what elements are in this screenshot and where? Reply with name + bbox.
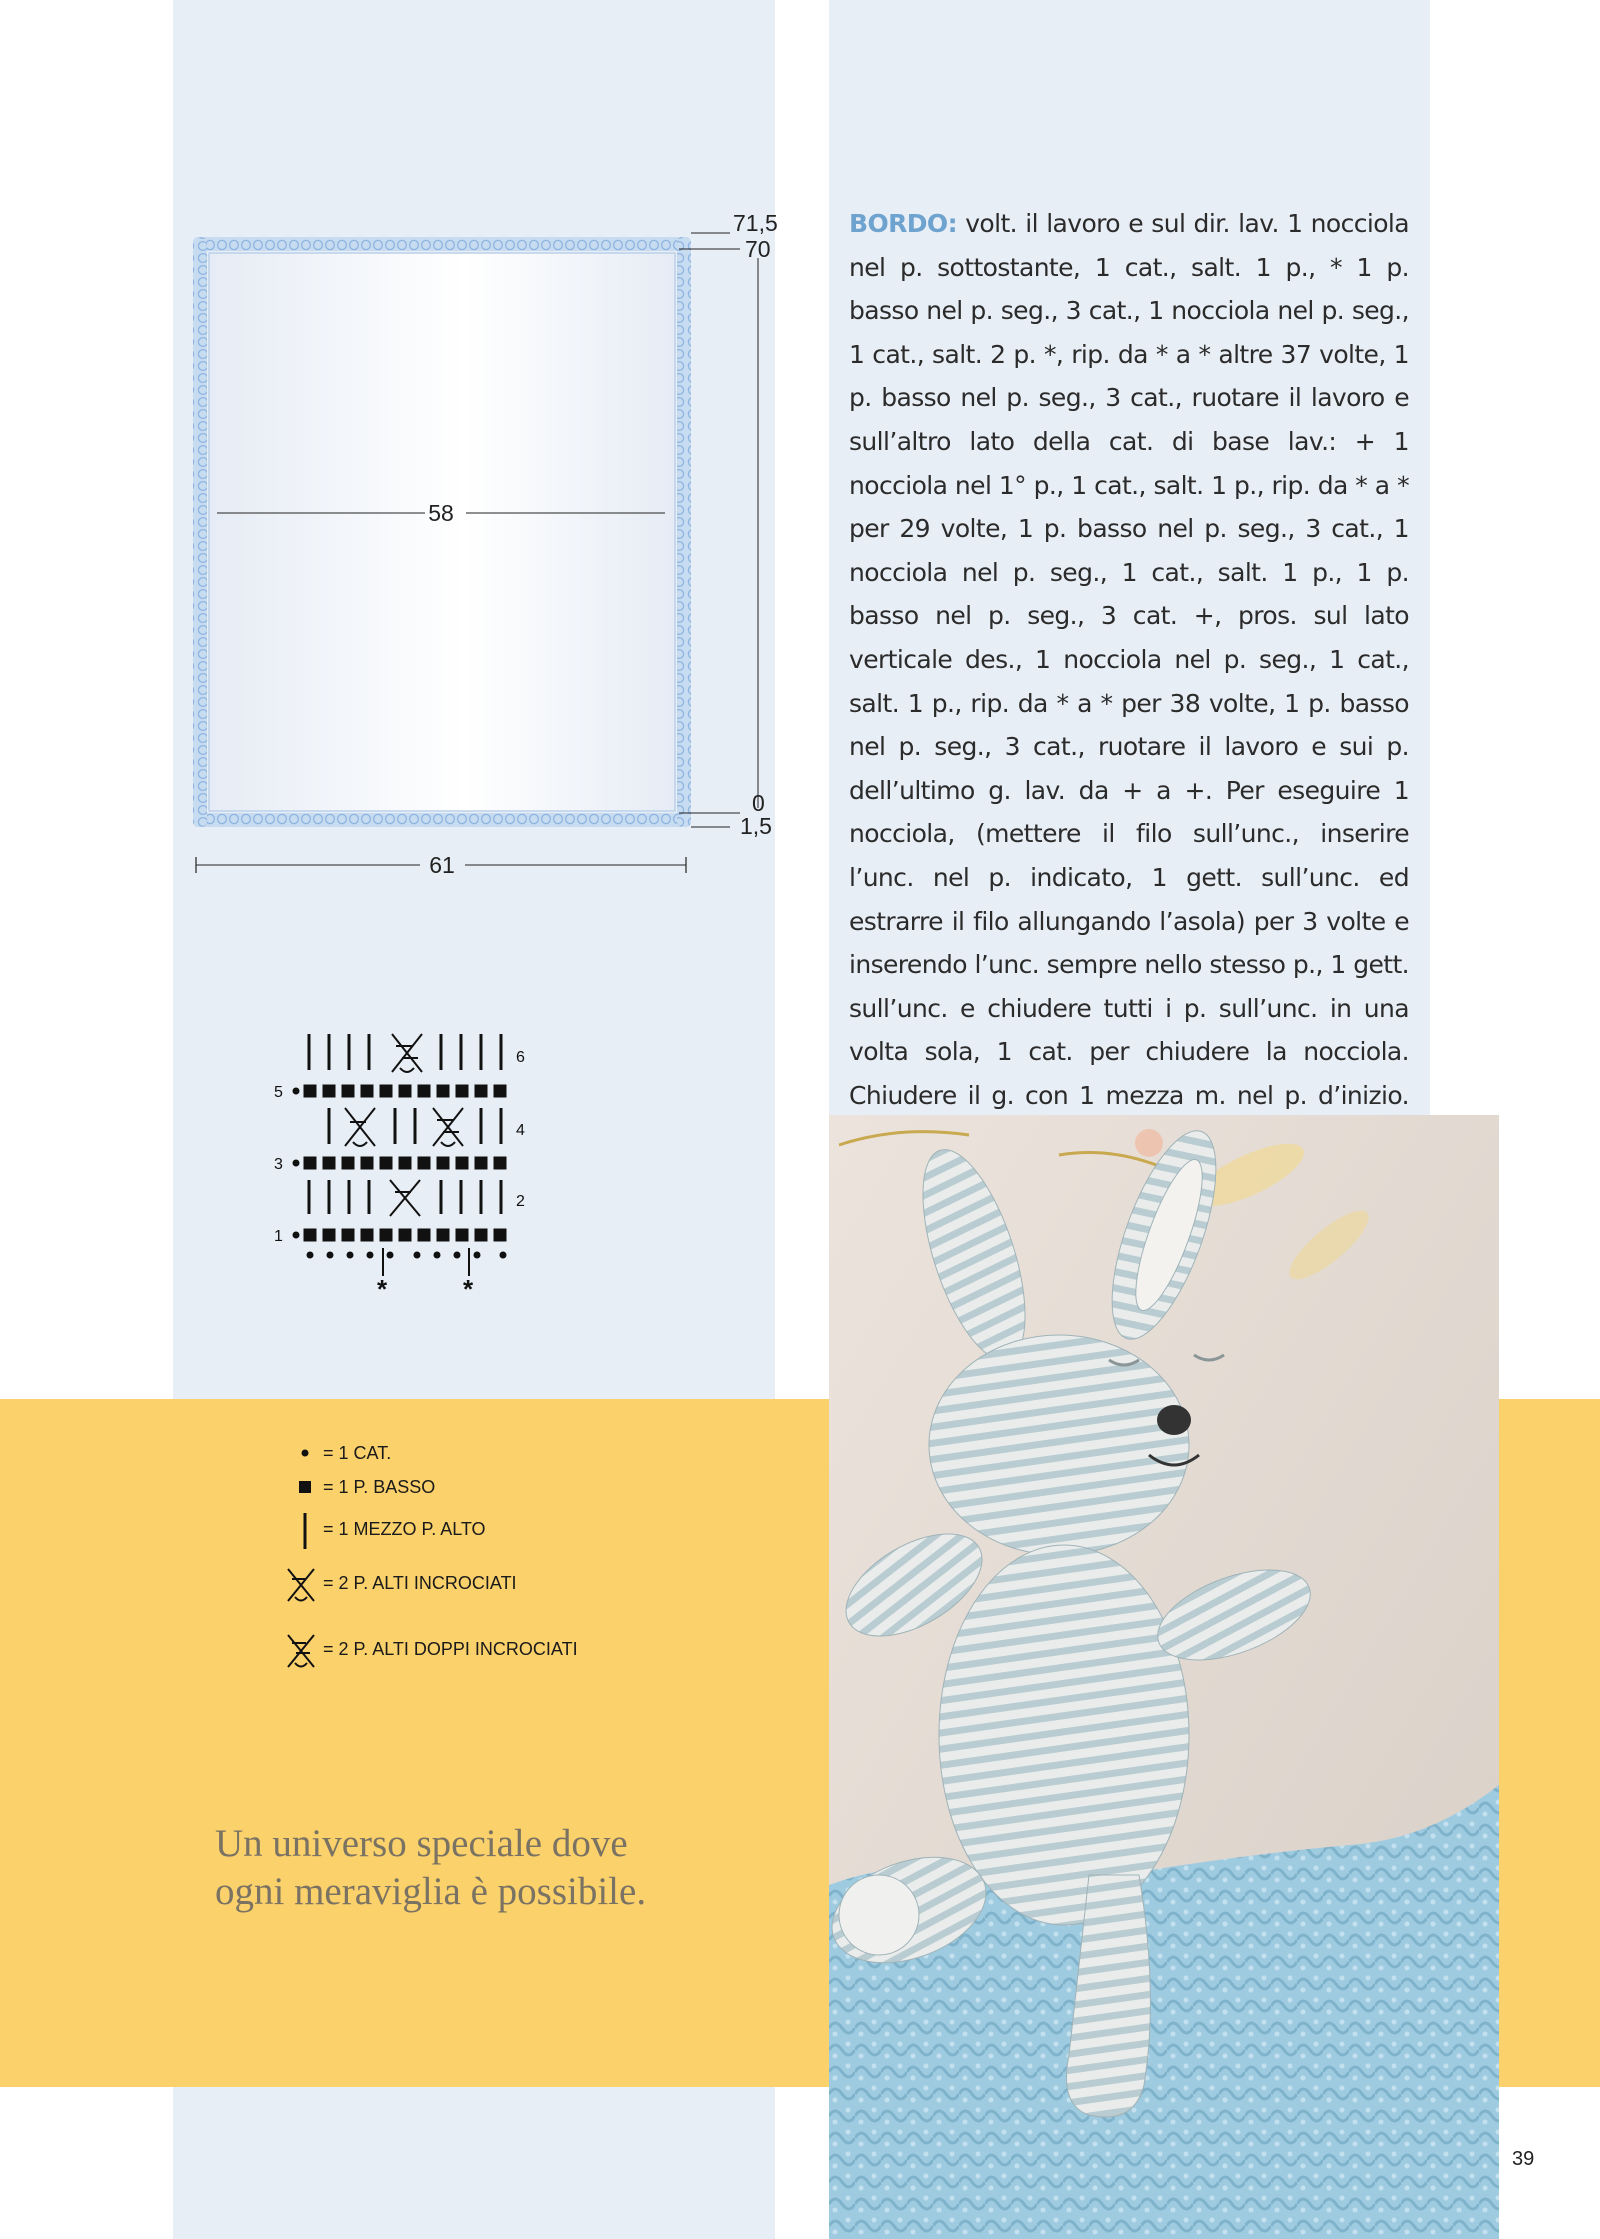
height-top-inner: 70 [745, 236, 771, 262]
width-label: 61 [429, 852, 455, 878]
instructions-text [849, 202, 1409, 1161]
crossed-double-icon [284, 1565, 324, 1605]
height-bottom-outer: 1,5 [740, 813, 772, 839]
row-label-5: 5 [274, 1084, 283, 1101]
stitch-chart [293, 1034, 506, 1276]
row-label-3: 3 [274, 1156, 283, 1173]
foundation-chain [307, 1252, 506, 1258]
legend-label: = 1 MEZZO P. ALTO [323, 1519, 486, 1539]
chart-row-5 [293, 1085, 506, 1097]
inner-width-label: 58 [428, 500, 454, 526]
row-label-1: 1 [274, 1228, 283, 1245]
crossed-double-symbol-row2 [390, 1180, 420, 1216]
repeat-marker-left: * [377, 1274, 388, 1300]
bunny-photo [829, 1115, 1499, 2239]
chart-row-1 [293, 1229, 506, 1241]
crossed-treble-icon [284, 1631, 324, 1671]
legend-label: = 2 P. ALTI INCROCIATI [323, 1573, 517, 1593]
crossed-treble-symbol [392, 1034, 422, 1072]
row-label-2: 2 [516, 1193, 525, 1210]
blanket-panel [209, 253, 675, 811]
chart-row-3 [293, 1157, 506, 1169]
height-bottom-inner: 0 [752, 790, 765, 816]
row-label-6: 6 [516, 1049, 525, 1066]
bunny-nose [1157, 1405, 1191, 1435]
crossed-double-symbol [345, 1108, 463, 1146]
tagline [215, 1820, 755, 1916]
legend-label: = 1 CAT. [323, 1443, 392, 1463]
tagline-line-1: Un universo speciale dove [215, 1822, 628, 1865]
repeat-marker-right: * [463, 1274, 474, 1300]
section-label: BORDO: [849, 209, 957, 238]
height-top-outer: 71,5 [733, 210, 778, 236]
row-label-4: 4 [516, 1122, 525, 1139]
chart-row-4 [329, 1108, 501, 1144]
page-number: 39 [1512, 2148, 1535, 2170]
legend-label: = 1 P. BASSO [323, 1477, 436, 1497]
legend-label: = 2 P. ALTI DOPPI INCROCIATI [323, 1639, 578, 1659]
tagline-line-2: ogni meraviglia è possibile. [215, 1870, 647, 1913]
instructions-body: volt. il lavoro e sul dir. lav. 1 nocciola nel p. sottostante, 1 cat., salt. 1 p., * 1 p. basso nel p. seg., 3 cat., 1 nocciola nel p. seg., 1 cat., salt. 2 p. *, rip. da * a * altre 37 volte, 1 p. basso nel p. seg., 3 cat., ruotare il lavoro e sull’altro lato della cat. di base lav.: + 1 nocciola nel 1° p., 1 cat., salt. 1 p., rip. da * a * per 29 volte, 1 p. basso nel p. seg., 3 cat., 1 nocciola nel p. seg., 1 cat., salt. 1 p., 1 p. basso nel p. seg., 3 cat. +, pros. sul lato verticale des., 1 nocciola nel p. seg., 1 cat., salt. 1 p., rip. da * a * per 38 volte, 1 p. basso nel p. seg., 3 cat., ruotare il lavoro e sui p. dell’ultimo g. lav. da + a +. Per eseguire 1 nocciola, (mettere il filo sull’unc., inserire l’unc. nel p. indicato, 1 gett. sull’unc. ed estrarre il filo allungando l’asola) per 3 volte e inserendo l’unc. sempre nello stesso p., 1 gett. sull’unc. e chiudere tutti i p. sull’unc. in una volta sola, 1 cat. per chiudere la nocciola. Chiudere il g. con 1 mezza m. nel p. d’inizio. [849, 209, 1409, 1110]
